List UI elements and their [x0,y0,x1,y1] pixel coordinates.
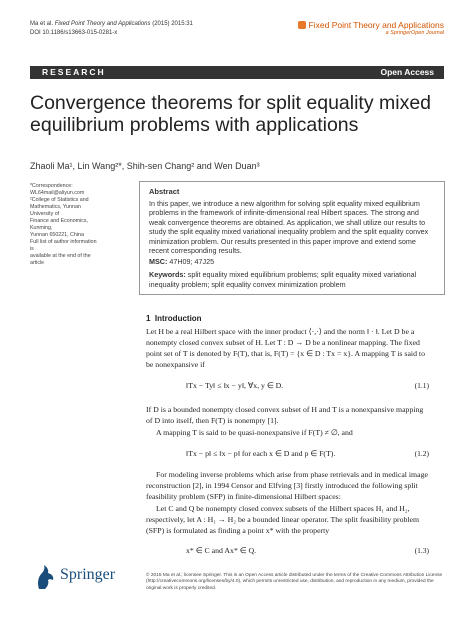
msc-line [149,257,435,267]
article-title: Convergence theorems for split equality mixed equilibrium problems with applications [30,92,432,136]
abstract-box [139,181,445,295]
article-type-bar [30,66,444,79]
keywords-label: Keywords: [149,270,186,279]
sidebar-line: *Correspondence: [30,183,73,189]
paragraph-1: Let H be a real Hilbert space with the inner product ⟨·,·⟩ and the norm ‖ · ‖. Let D be a nonempty closed convex subset of H. Let T : D → D be a nonlinear mapping. The fixed point set of T is denoted by F(T), that is, F(T) = {x ∈ D : Tx = x}. A mapping T is said to be nonexpansive if [146,327,425,369]
doi[interactable]: DOI 10.1186/s13663-015-0281-x [30,30,118,36]
section-number: 1 [146,314,151,323]
citation-year: (2015) 2015:31 [150,21,193,27]
equation-number-1-1: (1.1) [414,381,429,390]
keywords-value: split equality mixed equilibrium problems; split equality mixed variational inequality problem; split equality convex minimization problem [149,270,417,289]
springer-logo-text: Springer [60,566,116,583]
equation-1-3: x* ∈ C and Ax* ∈ Q. [186,546,257,555]
keywords-line [149,270,435,289]
sidebar-line: ²College of Statistics and [30,197,89,203]
equation-number-1-2: (1.2) [414,449,429,458]
citation-authors: Ma et al. [30,21,55,27]
sidebar-line: Finance and Economics, Kunming, [30,218,89,231]
msc-label: MSC: [149,256,168,266]
abstract-heading: Abstract [149,187,180,196]
paragraph-5: Let C and Q be nonempty closed convex subsets of the Hilbert spaces H₁ and H₂, respectively, let A : H₁ → H₂ be a bounded linear operator. The split feasibility problem (SFP) is formulated as finding a point x* with the property [146,504,420,535]
abstract-text: In this paper, we introduce a new algorithm for solving split equality mixed equilibrium problems in the framework of infinite-dimensional real Hilbert spaces. The strong and weak convergence theorems are obtained. As application, we shall utilize our results to study the split equality mixed variational inequality problem and the split equality convex minimization problem. Our results presented in this paper improve and extend some recent corresponding results. [149,198,429,255]
section-title: Introduction [154,314,202,323]
sidebar-line: Yunnan 650221, China [30,232,84,238]
article-type-label: RESEARCH [42,67,106,77]
equation-1-2: ‖Tx − p‖ ≤ ‖x − p‖ for each x ∈ D and p ∈ F(T). [186,449,336,458]
equation-number-1-3: (1.3) [414,546,429,555]
correspondence-email[interactable]: WL64mail@aliyun.com [30,190,85,196]
journal-name: Fixed Point Theory and Applications [308,20,444,30]
paragraph-2: If D is a bounded nonempty closed convex subset of H and T is a nonexpansive mapping of D into itself, then F(T) is nonempty [1]. [146,405,424,425]
journal-logo [298,20,444,36]
paragraph-3: A mapping T is said to be quasi-nonexpansive if F(T) ≠ ∅, and [156,428,353,437]
license-note: © 2015 Ma et al.; licensee Springer. This is an Open Access article distributed under the terms of the Creative Commons Attribution License (http://creativecommons.org/licenses/by/4.0), which permits unrestricted use, distribution, and reproduction in any medium, provided the original work is properly credited. [146,573,443,591]
msc-value: 47H09; 47J25 [167,256,215,266]
author-list: Zhaoli Ma¹, Lin Wang²*, Shih-sen Chang² and Wen Duan³ [30,161,260,171]
correspondence-sidebar [30,183,100,267]
citation-journal: Fixed Point Theory and Applications [54,21,151,27]
section-heading [146,314,202,323]
sidebar-line: Full list of author information is [30,239,97,252]
springer-horse-icon [33,563,57,591]
sidebar-line: Mathematics, Yunnan University of [30,204,81,217]
citation-header [30,20,193,38]
equation-1-1: ‖Tx − Ty‖ ≤ ‖x − y‖, ∀x, y ∈ D. [186,381,284,390]
sidebar-line: available at the end of the article [30,253,91,266]
paragraph-4: For modeling inverse problems which arise from phase retrievals and in medical image reconstruction [2], in 1994 Censor and Elfving [3] firstly introduced the following split feasibility problem (SFP) in finite-dimensional Hilbert spaces: [146,470,428,501]
open-access-label: Open Access [380,67,434,77]
journal-subtitle: a SpringerOpen Journal [385,30,444,36]
journal-mark-icon [298,21,306,29]
